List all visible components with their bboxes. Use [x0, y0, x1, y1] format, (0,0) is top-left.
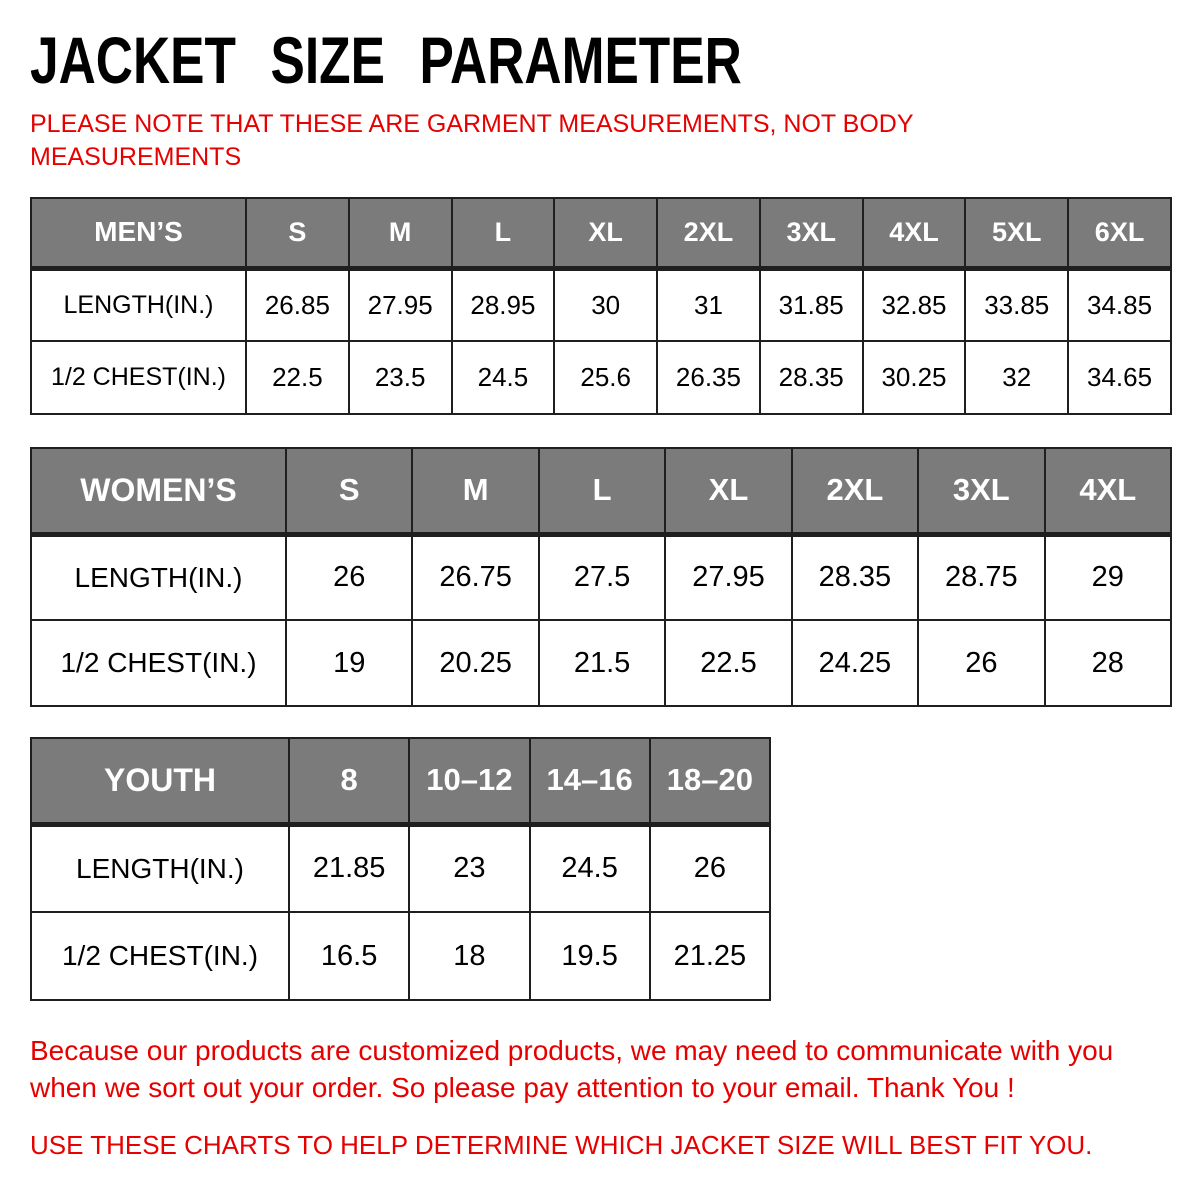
table-cell: 29: [1045, 534, 1171, 620]
row-label-cell: LENGTH(IN.): [31, 268, 246, 341]
row-label-cell: 1/2 CHEST(IN.): [31, 341, 246, 414]
womens-table-title-cell: WOMEN’S: [31, 448, 286, 534]
row-label-cell: LENGTH(IN.): [31, 534, 286, 620]
womens-size-table: [30, 447, 1172, 707]
table-cell: 18: [409, 912, 529, 1000]
size-header-cell: S: [246, 198, 349, 268]
row-label-cell: 1/2 CHEST(IN.): [31, 620, 286, 706]
table-cell: 28: [1045, 620, 1171, 706]
table-cell: 26: [650, 824, 770, 912]
youth-header-row: [31, 738, 770, 824]
youth-table-title-cell: YOUTH: [31, 738, 289, 824]
table-cell: 30: [554, 268, 657, 341]
table-cell: 21.5: [539, 620, 665, 706]
table-cell: 23: [409, 824, 529, 912]
size-header-cell: M: [349, 198, 452, 268]
table-cell: 27.5: [539, 534, 665, 620]
table-cell: 26.35: [657, 341, 760, 414]
table-cell: 31.85: [760, 268, 863, 341]
table-cell: 31: [657, 268, 760, 341]
table-cell: 24.25: [792, 620, 918, 706]
size-header-cell: L: [452, 198, 555, 268]
table-cell: 26: [286, 534, 412, 620]
table-cell: 21.25: [650, 912, 770, 1000]
size-header-cell: 5XL: [965, 198, 1068, 268]
table-cell: 33.85: [965, 268, 1068, 341]
size-header-cell: 3XL: [760, 198, 863, 268]
table-cell: 26.75: [412, 534, 538, 620]
size-header-cell: L: [539, 448, 665, 534]
row-label-cell: LENGTH(IN.): [31, 824, 289, 912]
size-header-cell: S: [286, 448, 412, 534]
size-header-cell: 10–12: [409, 738, 529, 824]
size-header-cell: 4XL: [1045, 448, 1171, 534]
customization-notice: Because our products are customized products, we may need to communicate with you when we sort out your order. So please pay attention to your email. Thank You !: [30, 1035, 1114, 1103]
table-cell: 30.25: [863, 341, 966, 414]
mens-chest-row: [31, 341, 1171, 414]
womens-length-row: [31, 534, 1171, 620]
chart-usage-notice: USE THESE CHARTS TO HELP DETERMINE WHICH JACKET SIZE WILL BEST FIT YOU.: [30, 1130, 1093, 1160]
table-cell: 28.35: [792, 534, 918, 620]
table-cell: 26: [918, 620, 1044, 706]
table-cell: 23.5: [349, 341, 452, 414]
table-cell: 24.5: [530, 824, 650, 912]
womens-header-row: [31, 448, 1171, 534]
size-header-cell: 4XL: [863, 198, 966, 268]
womens-chest-row: [31, 620, 1171, 706]
table-cell: 32.85: [863, 268, 966, 341]
garment-measurement-note: PLEASE NOTE THAT THESE ARE GARMENT MEASUREMENTS, NOT BODY MEASUREMENTS: [30, 110, 914, 171]
size-header-cell: 8: [289, 738, 409, 824]
mens-header-row: [31, 198, 1171, 268]
table-cell: 20.25: [412, 620, 538, 706]
table-cell: 21.85: [289, 824, 409, 912]
size-header-cell: M: [412, 448, 538, 534]
row-label-cell: 1/2 CHEST(IN.): [31, 912, 289, 1000]
table-cell: 34.65: [1068, 341, 1171, 414]
table-cell: 25.6: [554, 341, 657, 414]
size-header-cell: 2XL: [657, 198, 760, 268]
size-header-cell: 3XL: [918, 448, 1044, 534]
mens-length-row: [31, 268, 1171, 341]
size-header-cell: 14–16: [530, 738, 650, 824]
table-cell: 22.5: [246, 341, 349, 414]
table-cell: 19: [286, 620, 412, 706]
table-cell: 28.75: [918, 534, 1044, 620]
size-header-cell: 6XL: [1068, 198, 1171, 268]
table-cell: 28.35: [760, 341, 863, 414]
size-header-cell: 2XL: [792, 448, 918, 534]
table-cell: 28.95: [452, 268, 555, 341]
size-header-cell: XL: [665, 448, 791, 534]
size-header-cell: 18–20: [650, 738, 770, 824]
youth-length-row: [31, 824, 770, 912]
mens-size-table: [30, 197, 1172, 415]
table-cell: 34.85: [1068, 268, 1171, 341]
table-cell: 27.95: [665, 534, 791, 620]
size-header-cell: XL: [554, 198, 657, 268]
table-cell: 24.5: [452, 341, 555, 414]
youth-size-table: [30, 737, 771, 1001]
table-cell: 26.85: [246, 268, 349, 341]
mens-table-title-cell: MEN’S: [31, 198, 246, 268]
youth-chest-row: [31, 912, 770, 1000]
table-cell: 16.5: [289, 912, 409, 1000]
table-cell: 27.95: [349, 268, 452, 341]
table-cell: 19.5: [530, 912, 650, 1000]
table-cell: 32: [965, 341, 1068, 414]
table-cell: 22.5: [665, 620, 791, 706]
page-title: JACKET SIZE PARAMETER: [30, 23, 742, 97]
